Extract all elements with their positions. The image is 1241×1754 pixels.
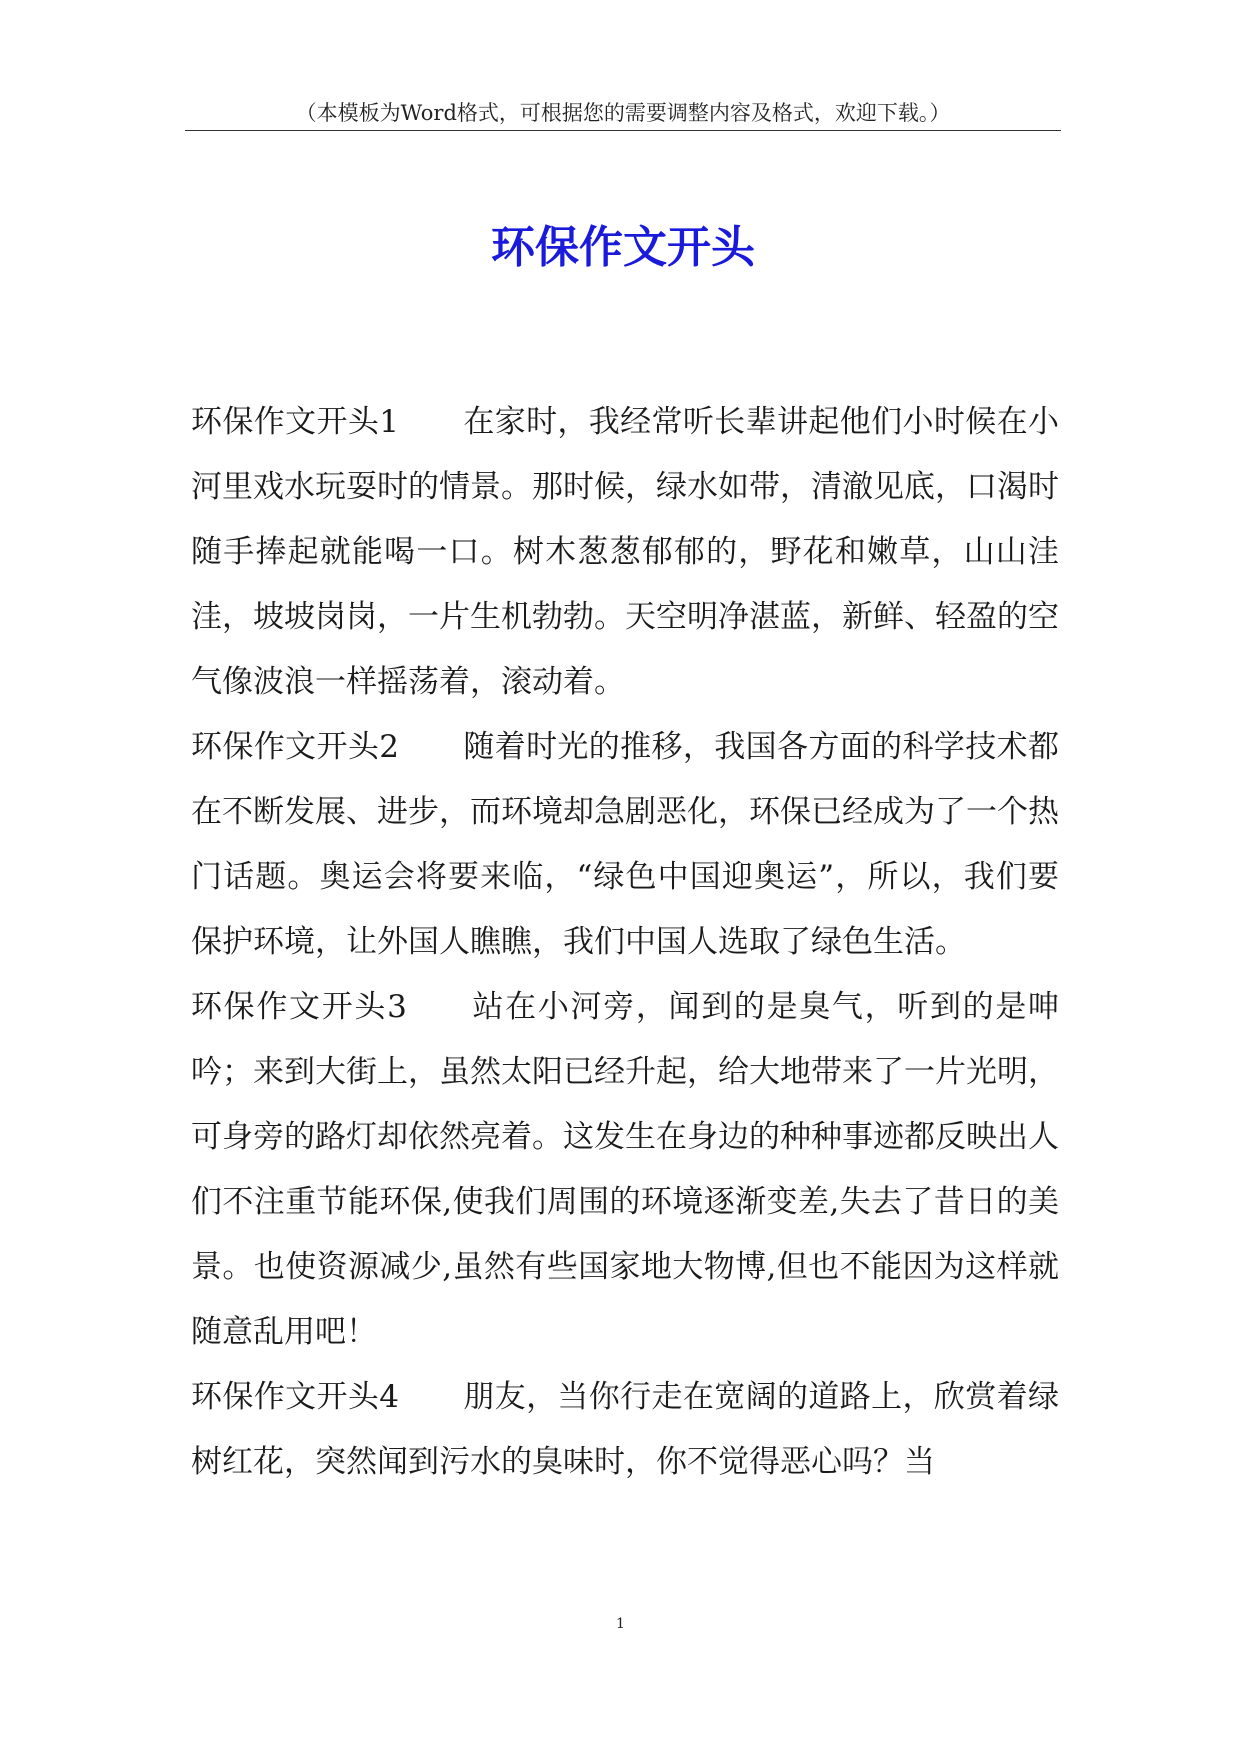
document-title: 环保作文开头 bbox=[491, 222, 755, 273]
paragraph-heading: 环保作文开头3 bbox=[191, 989, 407, 1025]
header-note: （本模板为Word格式，可根据您的需要调整内容及格式，欢迎下载。） bbox=[295, 101, 951, 125]
page-number: 1 bbox=[616, 1616, 625, 1632]
header-divider bbox=[185, 130, 1061, 131]
paragraph-heading: 环保作文开头4 bbox=[191, 1379, 399, 1415]
paragraph-2 bbox=[191, 715, 1059, 975]
paragraph-text: 在家时，我经常听长辈讲起他们小时候在小河里戏水玩耍时的情景。那时候，绿水如带，清澈见底，口渴时随手捧起就能喝一口。树木葱葱郁郁的，野花和嫩草，山山洼洼，坡坡岗岗，一片生机勃勃。天空明净湛蓝，新鲜、轻盈的空气像波浪一样摇荡着，滚动着。 bbox=[191, 404, 1059, 700]
paragraph-text: 随着时光的推移，我国各方面的科学技术都在不断发展、进步，而环境却急剧恶化，环保已经成为了一个热门话题。奥运会将要来临，“绿色中国迎奥运”，所以，我们要保护环境，让外国人瞧瞧，我们中国人选取了绿色生活。 bbox=[191, 729, 1059, 960]
paragraph-text: 站在小河旁，闻到的是臭气，听到的是呻吟；来到大街上，虽然太阳已经升起，给大地带来了一片光明，可身旁的路灯却依然亮着。这发生在身边的种种事迹都反映出人们不注重节能环保,使我们周围的环境逐渐变差,失去了昔日的美景。也使资源减少,虽然有些国家地大物博,但也不能因为这样就随意乱用吧！ bbox=[191, 989, 1059, 1350]
paragraph-3 bbox=[191, 975, 1059, 1365]
document-body bbox=[191, 390, 1059, 1495]
paragraph-text: 朋友，当你行走在宽阔的道路上，欣赏着绿树红花，突然闻到污水的臭味时，你不觉得恶心吗？当 bbox=[191, 1379, 1059, 1480]
paragraph-1 bbox=[191, 390, 1059, 715]
paragraph-4 bbox=[191, 1365, 1059, 1495]
paragraph-heading: 环保作文开头1 bbox=[191, 404, 399, 440]
paragraph-heading: 环保作文开头2 bbox=[191, 729, 399, 765]
